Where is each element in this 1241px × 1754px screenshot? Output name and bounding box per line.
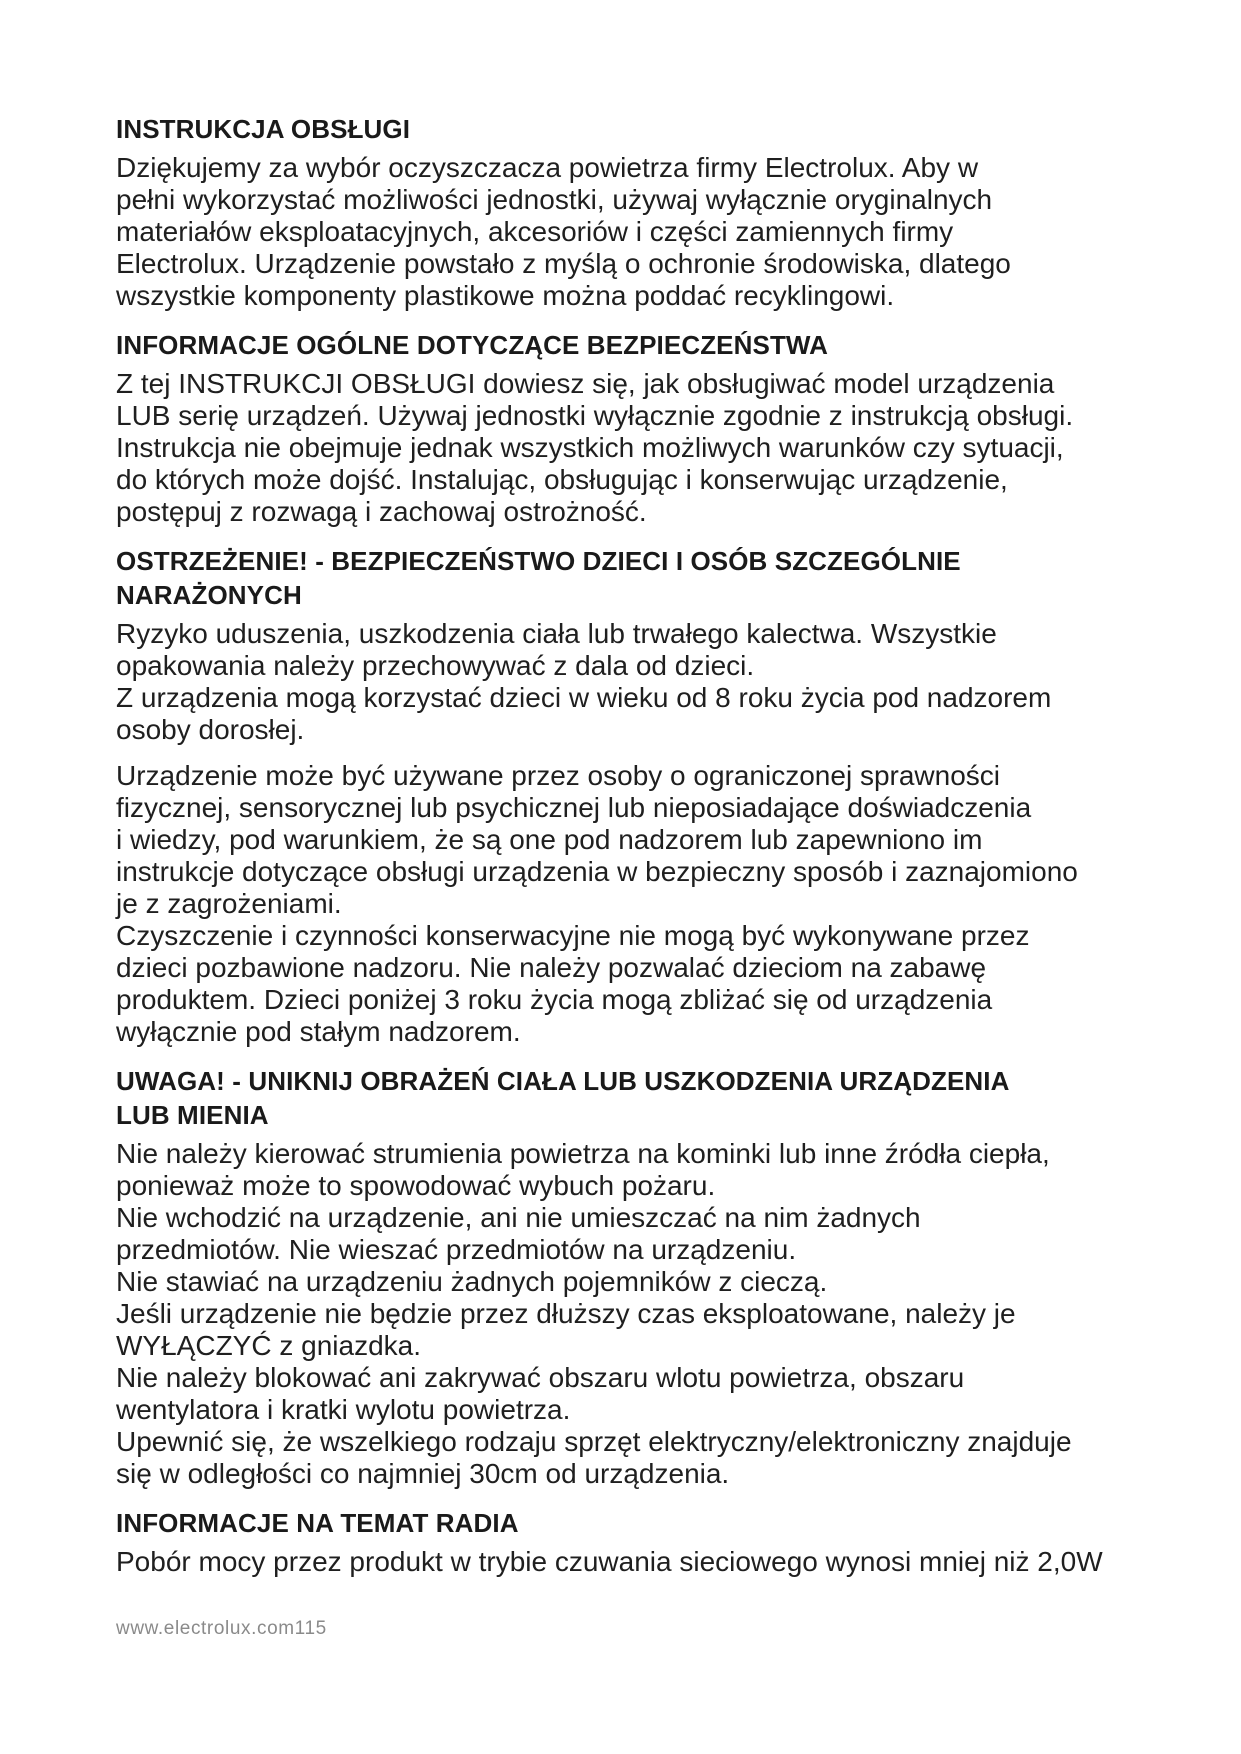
page-footer: www.electrolux.com115 [116, 1618, 327, 1639]
text-line: przedmiotów. Nie wieszać przedmiotów na urządzeniu. [116, 1234, 797, 1265]
text-line: Ryzyko uduszenia, uszkodzenia ciała lub trwałego kalectwa. Wszystkie [116, 618, 997, 649]
section-uwaga [116, 1064, 1156, 1490]
text-line: do których może dojść. Instalując, obsługując i konserwując urządzenie, [116, 464, 1008, 495]
text-line: fizycznej, sensorycznej lub psychicznej lub nieposiadające doświadczenia [116, 792, 1032, 823]
text-line: Electrolux. Urządzenie powstało z myślą o ochronie środowiska, dlatego [116, 248, 1011, 279]
text-line: instrukcje dotyczące obsługi urządzenia w bezpieczny sposób i zaznajomiono [116, 856, 1078, 887]
text-line: Pobór mocy przez produkt w trybie czuwania sieciowego wynosi mniej niż 2,0W [116, 1546, 1103, 1577]
section-heading [116, 112, 1156, 146]
text-line: Nie należy blokować ani zakrywać obszaru wlotu powietrza, obszaru [116, 1362, 965, 1393]
paragraph [116, 1546, 1156, 1578]
text-line: opakowania należy przechowywać z dala od dzieci. [116, 650, 755, 681]
text-line: ponieważ może to spowodować wybuch pożaru. [116, 1170, 716, 1201]
text-line: Czyszczenie i czynności konserwacyjne nie mogą być wykonywane przez [116, 920, 1030, 951]
section-instrukcja-obslugi [116, 112, 1156, 312]
text-line: się w odległości co najmniej 30cm od urządzenia. [116, 1458, 730, 1489]
document-page [116, 112, 1156, 1594]
paragraph [116, 152, 1156, 312]
text-line: wentylatora i kratki wylotu powietrza. [116, 1394, 571, 1425]
text-line: Instrukcja nie obejmuje jednak wszystkich możliwych warunków czy sytuacji, [116, 432, 1064, 463]
heading-line: LUB MIENIA [116, 1100, 269, 1130]
paragraph [116, 1138, 1156, 1490]
heading-line: NARAŻONYCH [116, 580, 302, 610]
text-line: Urządzenie może być używane przez osoby o ograniczonej sprawności [116, 760, 1000, 791]
text-line: Nie wchodzić na urządzenie, ani nie umieszczać na nim żadnych [116, 1202, 921, 1233]
heading-line: OSTRZEŻENIE! - BEZPIECZEŃSTWO DZIECI I OSÓB SZCZEGÓLNIE [116, 546, 961, 576]
text-line: pełni wykorzystać możliwości jednostki, używaj wyłącznie oryginalnych [116, 184, 993, 215]
text-line: wyłącznie pod stałym nadzorem. [116, 1016, 521, 1047]
section-informacje-ogolne [116, 328, 1156, 528]
section-ostrzezenie [116, 544, 1156, 1048]
text-line: Nie należy kierować strumienia powietrza na kominki lub inne źródła ciepła, [116, 1138, 1050, 1169]
text-line: Dziękujemy za wybór oczyszczacza powietrza firmy Electrolux. Aby w [116, 152, 979, 183]
text-line: materiałów eksploatacyjnych, akcesoriów i części zamiennych firmy [116, 216, 954, 247]
text-line: je z zagrożeniami. [116, 888, 342, 919]
text-line: Z urządzenia mogą korzystać dzieci w wieku od 8 roku życia pod nadzorem [116, 682, 1052, 713]
text-line: i wiedzy, pod warunkiem, że są one pod nadzorem lub zapewniono im [116, 824, 983, 855]
heading-line: INSTRUKCJA OBSŁUGI [116, 114, 411, 144]
text-line: wszystkie komponenty plastikowe można poddać recyklingowi. [116, 280, 895, 311]
section-heading [116, 1506, 1156, 1540]
text-line: Upewnić się, że wszelkiego rodzaju sprzęt elektryczny/elektroniczny znajduje [116, 1426, 1072, 1457]
text-line: Nie stawiać na urządzeniu żadnych pojemników z cieczą. [116, 1266, 828, 1297]
heading-line: INFORMACJE OGÓLNE DOTYCZĄCE BEZPIECZEŃSTWA [116, 330, 829, 360]
text-line: dzieci pozbawione nadzoru. Nie należy pozwalać dzieciom na zabawę [116, 952, 987, 983]
section-informacje-radio [116, 1506, 1156, 1578]
paragraph [116, 760, 1156, 1048]
section-heading [116, 328, 1156, 362]
text-line: WYŁĄCZYĆ z gniazdka. [116, 1330, 421, 1361]
text-line: osoby dorosłej. [116, 714, 305, 745]
paragraph [116, 368, 1156, 528]
heading-line: UWAGA! - UNIKNIJ OBRAŻEŃ CIAŁA LUB USZKODZENIA URZĄDZENIA [116, 1066, 1010, 1096]
heading-line: INFORMACJE NA TEMAT RADIA [116, 1508, 519, 1538]
section-heading [116, 1064, 1156, 1132]
text-line: produktem. Dzieci poniżej 3 roku życia mogą zbliżać się od urządzenia [116, 984, 993, 1015]
text-line: LUB serię urządzeń. Używaj jednostki wyłącznie zgodnie z instrukcją obsługi. [116, 400, 1074, 431]
text-line: Jeśli urządzenie nie będzie przez dłuższy czas eksploatowane, należy je [116, 1298, 1016, 1329]
text-line: Z tej INSTRUKCJI OBSŁUGI dowiesz się, jak obsługiwać model urządzenia [116, 368, 1055, 399]
text-line: postępuj z rozwagą i zachowaj ostrożność. [116, 496, 647, 527]
section-heading [116, 544, 1156, 612]
paragraph [116, 618, 1156, 746]
